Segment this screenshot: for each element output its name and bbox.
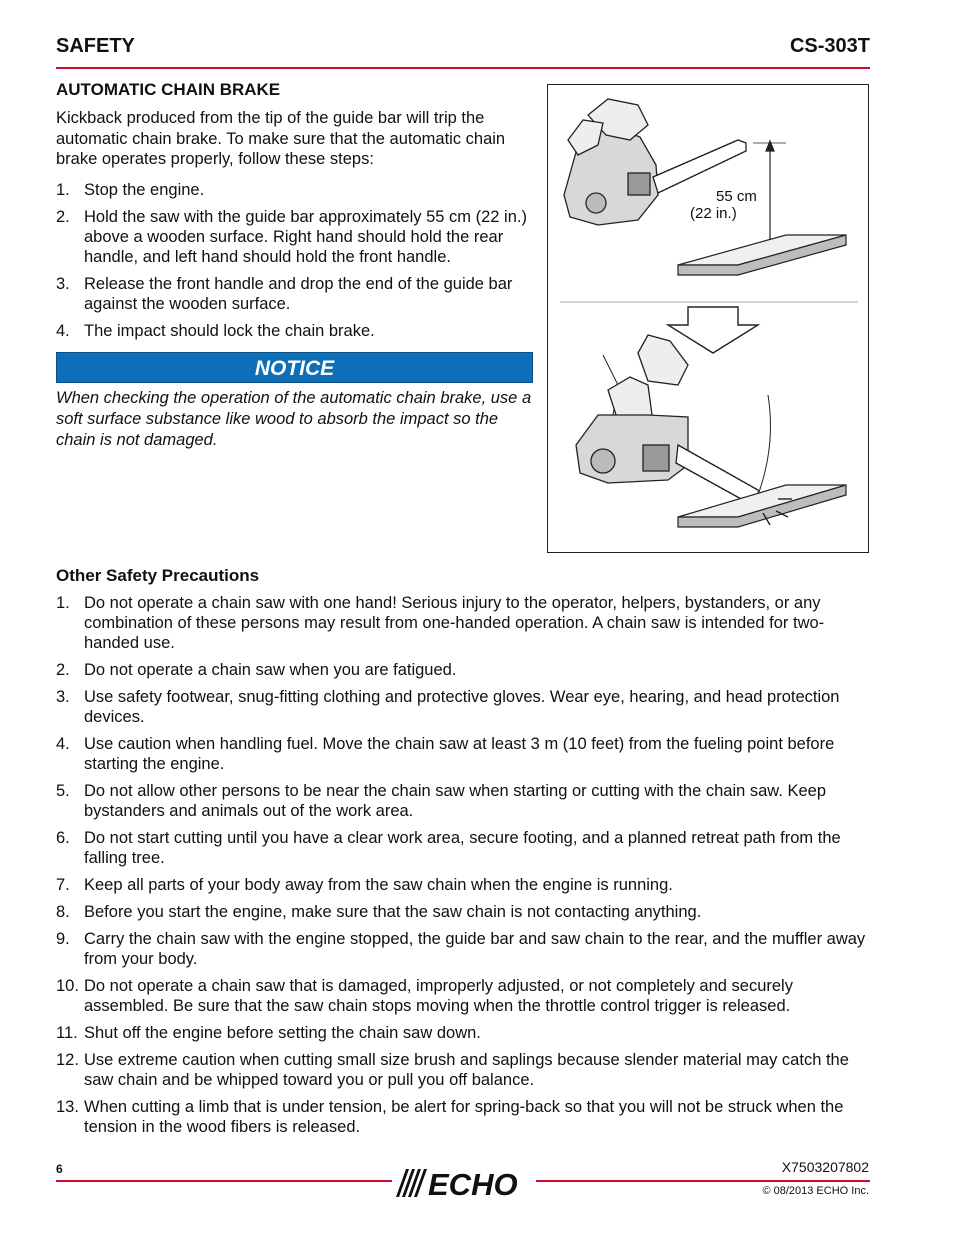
list-text: Hold the saw with the guide bar approximately 55 cm (22 in.) above a wooden surface. Right hand should hold the rear handle, and left hand should hold the front handle. — [84, 208, 527, 266]
chain-brake-figure — [547, 84, 869, 553]
brake-step — [56, 321, 534, 341]
list-number: 11. — [56, 1024, 78, 1042]
notice-banner: NOTICE — [56, 352, 533, 383]
list-number: 12. — [56, 1051, 79, 1069]
precaution-item — [56, 734, 870, 774]
list-number: 4. — [56, 735, 70, 753]
wood-board-bottom — [678, 485, 846, 527]
section-title: SAFETY — [56, 35, 135, 57]
list-text: Use safety footwear, snug-fitting clothing and protective gloves. Wear eye, hearing, and head protection devices. — [84, 688, 840, 726]
list-number: 8. — [56, 903, 70, 921]
list-text: Before you start the engine, make sure that the saw chain is not contacting anything. — [84, 903, 702, 921]
model-number: CS-303T — [789, 35, 870, 57]
precaution-item — [56, 593, 870, 653]
list-number: 10. — [56, 977, 79, 995]
list-number: 3. — [56, 688, 70, 706]
page-number: 6 — [56, 1162, 63, 1176]
copyright: © 08/2013 ECHO Inc. — [762, 1185, 869, 1197]
brake-step — [56, 180, 534, 200]
brake-heading: AUTOMATIC CHAIN BRAKE — [56, 80, 281, 99]
list-text: Do not operate a chain saw that is damaged, improperly adjusted, or not completely and securely assembled. Be sure that the saw chain stops moving when the throttle control trigger is released. — [84, 977, 793, 1015]
list-number: 6. — [56, 829, 70, 847]
list-text: Shut off the engine before setting the chain saw down. — [84, 1024, 481, 1042]
precaution-item — [56, 976, 870, 1016]
page-header — [56, 33, 870, 69]
other-precautions-heading: Other Safety Precautions — [56, 566, 260, 585]
list-text: Keep all parts of your body away from the saw chain when the engine is running. — [84, 876, 673, 894]
precaution-item — [56, 929, 870, 969]
down-arrow-icon — [560, 302, 858, 353]
precaution-item — [56, 1023, 870, 1043]
echo-logo-mark — [392, 1165, 536, 1199]
list-text: Release the front handle and drop the end of the guide bar against the wooden surface. — [84, 275, 513, 313]
list-number: 3. — [56, 275, 70, 293]
precaution-item — [56, 1050, 870, 1090]
other-precautions-list — [56, 593, 870, 1144]
list-number: 9. — [56, 930, 70, 948]
list-number: 4. — [56, 322, 70, 340]
precaution-item — [56, 781, 870, 821]
precaution-item — [56, 828, 870, 868]
list-text: Use extreme caution when cutting small size brush and saplings because slender material may catch the saw chain and be whipped toward you or pull you off balance. — [84, 1051, 849, 1089]
precaution-item — [56, 660, 870, 680]
dimension-label-cm: 55 cm — [716, 188, 757, 205]
list-text: Do not operate a chain saw with one hand! Serious injury to the operator, helpers, bystanders, or any combination of these persons may result from one-handed operation. A chain saw is intended for two-handed use. — [84, 594, 825, 652]
list-number: 13. — [56, 1098, 79, 1116]
list-number: 5. — [56, 782, 70, 800]
precaution-item — [56, 1097, 870, 1137]
precaution-item — [56, 902, 870, 922]
document-code: X7503207802 — [781, 1159, 869, 1175]
list-text: Carry the chain saw with the engine stopped, the guide bar and saw chain to the rear, and the muffler away from your body. — [84, 930, 866, 968]
brake-intro: Kickback produced from the tip of the guide bar will trip the automatic chain brake. To make sure that the automatic chain brake operates properly, follow these steps: — [56, 109, 506, 168]
brake-step — [56, 207, 534, 267]
brake-step — [56, 274, 534, 314]
echo-logo — [392, 1165, 536, 1199]
notice-text: When checking the operation of the automatic chain brake, use a soft surface substance like wood to absorb the impact so the chain is not damaged. — [56, 389, 532, 449]
list-text: Do not operate a chain saw when you are fatigued. — [84, 661, 457, 679]
list-text: Do not allow other persons to be near the chain saw when starting or cutting with the chain saw. Keep bystanders and animals out of the work area. — [84, 782, 827, 820]
precaution-item — [56, 875, 870, 895]
chain-brake-illustration — [548, 85, 868, 552]
list-number: 7. — [56, 876, 70, 894]
list-number: 1. — [56, 181, 70, 199]
list-text: The impact should lock the chain brake. — [84, 322, 375, 340]
list-text: Use caution when handling fuel. Move the chain saw at least 3 m (10 feet) from the fueling point before starting the engine. — [84, 735, 835, 773]
list-number: 2. — [56, 661, 70, 679]
list-number: 1. — [56, 594, 70, 612]
list-number: 2. — [56, 208, 70, 226]
saw-dropped-drawing — [576, 335, 770, 505]
precaution-item — [56, 687, 870, 727]
list-text: Do not start cutting until you have a clear work area, secure footing, and a planned retreat path from the falling tree. — [84, 829, 841, 867]
brake-steps-list — [56, 180, 534, 348]
list-text: Stop the engine. — [84, 181, 205, 199]
wood-board-top — [678, 235, 846, 275]
list-text: When cutting a limb that is under tension, be alert for spring-back so that you will not be struck when the tension in the wood fibers is released. — [84, 1098, 844, 1136]
logo-text: ECHO — [428, 1167, 518, 1199]
dimension-label-in: (22 in.) — [690, 205, 737, 222]
